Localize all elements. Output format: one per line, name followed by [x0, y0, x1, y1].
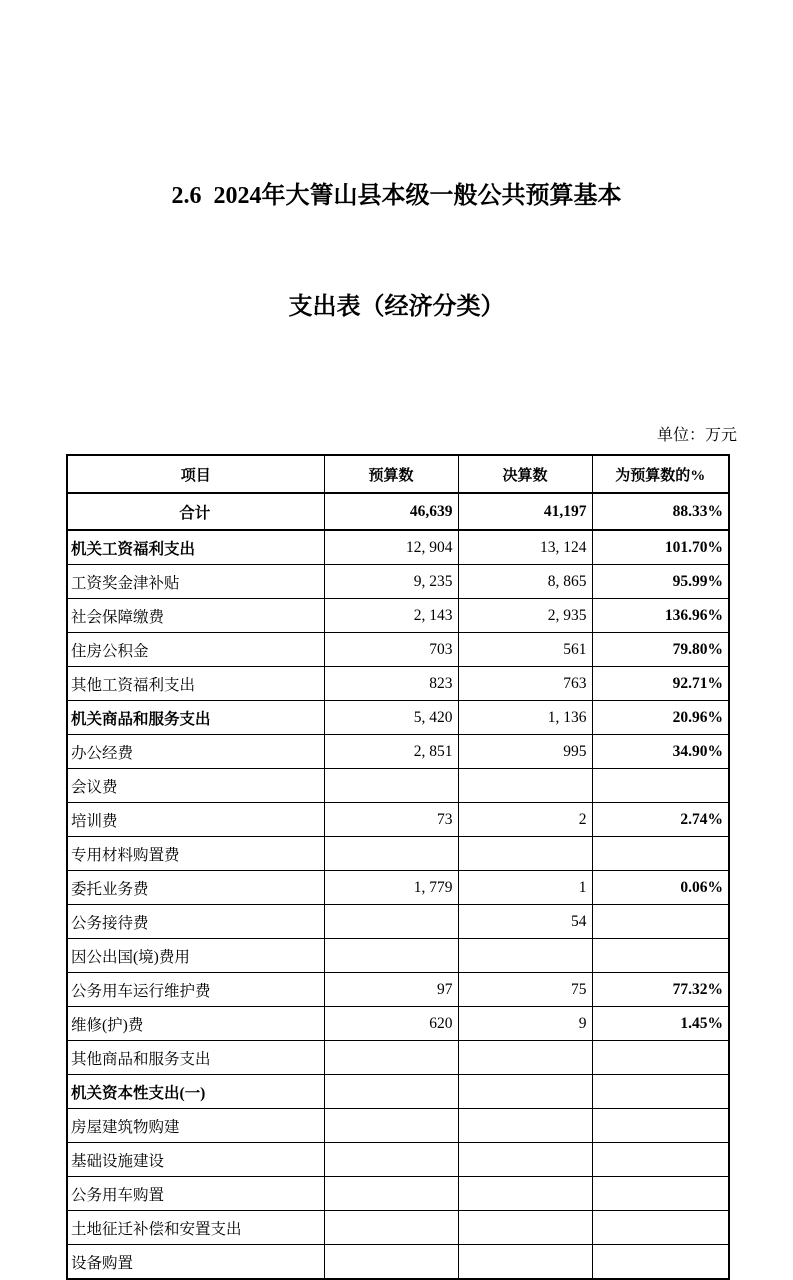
pct-cell: 0.06% — [592, 871, 729, 905]
budget-cell: 2, 143 — [324, 599, 458, 633]
table-row — [67, 803, 729, 837]
item-cell: 培训费 — [67, 803, 324, 837]
budget-cell — [324, 1177, 458, 1211]
page-title-line-1: 2.6 2024年大箐山县本级一般公共预算基本 — [171, 183, 622, 209]
final-cell — [458, 1075, 592, 1109]
item-cell: 委托业务费 — [67, 871, 324, 905]
item-cell: 房屋建筑物购建 — [67, 1109, 324, 1143]
final-cell: 1 — [458, 871, 592, 905]
budget-cell: 703 — [324, 633, 458, 667]
item-cell: 社会保障缴费 — [67, 599, 324, 633]
final-cell: 561 — [458, 633, 592, 667]
item-cell: 公务用车运行维护费 — [67, 973, 324, 1007]
item-cell: 工资奖金津补贴 — [67, 565, 324, 599]
final-cell: 995 — [458, 735, 592, 769]
column-header-pct: 为预算数的% — [592, 455, 729, 493]
table-row — [67, 1245, 729, 1280]
page-title — [0, 0, 793, 400]
pct-cell — [592, 1245, 729, 1280]
item-cell: 其他工资福利支出 — [67, 667, 324, 701]
table-row — [67, 633, 729, 667]
final-cell — [458, 1041, 592, 1075]
final-cell: 41,197 — [458, 493, 592, 530]
item-cell: 公务接待费 — [67, 905, 324, 939]
budget-cell — [324, 939, 458, 973]
budget-cell: 1, 779 — [324, 871, 458, 905]
item-cell: 机关工资福利支出 — [67, 530, 324, 565]
table-row — [67, 973, 729, 1007]
final-cell — [458, 769, 592, 803]
table-body — [67, 493, 729, 1279]
budget-cell — [324, 1143, 458, 1177]
budget-cell — [324, 1075, 458, 1109]
table-row — [67, 837, 729, 871]
pct-cell: 136.96% — [592, 599, 729, 633]
budget-cell: 46,639 — [324, 493, 458, 530]
final-cell: 763 — [458, 667, 592, 701]
pct-cell — [592, 1075, 729, 1109]
page-title-line-2: 支出表（经济分类） — [288, 294, 505, 320]
budget-cell — [324, 1245, 458, 1280]
budget-cell: 9, 235 — [324, 565, 458, 599]
final-cell — [458, 1109, 592, 1143]
budget-cell: 12, 904 — [324, 530, 458, 565]
budget-cell: 2, 851 — [324, 735, 458, 769]
table-row — [67, 939, 729, 973]
table-row — [67, 1075, 729, 1109]
budget-cell — [324, 1211, 458, 1245]
budget-cell: 5, 420 — [324, 701, 458, 735]
final-cell — [458, 939, 592, 973]
table-row — [67, 769, 729, 803]
pct-cell: 95.99% — [592, 565, 729, 599]
final-cell: 9 — [458, 1007, 592, 1041]
table-row — [67, 871, 729, 905]
final-cell: 2 — [458, 803, 592, 837]
table-row — [67, 701, 729, 735]
item-cell: 会议费 — [67, 769, 324, 803]
budget-cell — [324, 837, 458, 871]
pct-cell — [592, 1109, 729, 1143]
item-cell: 专用材料购置费 — [67, 837, 324, 871]
table-row — [67, 530, 729, 565]
pct-cell — [592, 769, 729, 803]
item-cell: 机关商品和服务支出 — [67, 701, 324, 735]
budget-cell — [324, 1109, 458, 1143]
item-cell: 设备购置 — [67, 1245, 324, 1280]
item-cell: 基础设施建设 — [67, 1143, 324, 1177]
table-row — [67, 667, 729, 701]
item-cell: 机关资本性支出(一) — [67, 1075, 324, 1109]
table-row — [67, 565, 729, 599]
table-row — [67, 735, 729, 769]
table-row — [67, 599, 729, 633]
final-cell: 8, 865 — [458, 565, 592, 599]
table-row — [67, 1211, 729, 1245]
budget-cell: 97 — [324, 973, 458, 1007]
column-header-item: 项目 — [67, 455, 324, 493]
pct-cell — [592, 1041, 729, 1075]
table-row — [67, 1041, 729, 1075]
table-row — [67, 1007, 729, 1041]
pct-cell: 79.80% — [592, 633, 729, 667]
pct-cell: 88.33% — [592, 493, 729, 530]
final-cell — [458, 1177, 592, 1211]
pct-cell — [592, 837, 729, 871]
final-cell: 1, 136 — [458, 701, 592, 735]
pct-cell: 77.32% — [592, 973, 729, 1007]
pct-cell: 2.74% — [592, 803, 729, 837]
item-cell: 其他商品和服务支出 — [67, 1041, 324, 1075]
pct-cell: 34.90% — [592, 735, 729, 769]
unit-label: 单位：万元 — [656, 427, 737, 444]
item-cell: 住房公积金 — [67, 633, 324, 667]
budget-cell — [324, 905, 458, 939]
final-cell — [458, 1245, 592, 1280]
pct-cell: 101.70% — [592, 530, 729, 565]
item-cell: 办公经费 — [67, 735, 324, 769]
final-cell: 75 — [458, 973, 592, 1007]
pct-cell — [592, 905, 729, 939]
pct-cell: 1.45% — [592, 1007, 729, 1041]
column-header-budget: 预算数 — [324, 455, 458, 493]
budget-cell — [324, 1041, 458, 1075]
table-header — [67, 455, 729, 493]
table-row — [67, 905, 729, 939]
table-row — [67, 1143, 729, 1177]
pct-cell — [592, 1143, 729, 1177]
table-row — [67, 1109, 729, 1143]
table-row — [67, 1177, 729, 1211]
pct-cell: 20.96% — [592, 701, 729, 735]
item-cell: 公务用车购置 — [67, 1177, 324, 1211]
header-row — [67, 455, 729, 493]
final-cell — [458, 837, 592, 871]
item-cell: 维修(护)费 — [67, 1007, 324, 1041]
item-cell: 因公出国(境)费用 — [67, 939, 324, 973]
item-cell: 合计 — [67, 493, 324, 530]
budget-cell: 620 — [324, 1007, 458, 1041]
final-cell — [458, 1143, 592, 1177]
item-cell: 土地征迁补偿和安置支出 — [67, 1211, 324, 1245]
pct-cell — [592, 1211, 729, 1245]
budget-cell: 823 — [324, 667, 458, 701]
column-header-final: 决算数 — [458, 455, 592, 493]
final-cell: 2, 935 — [458, 599, 592, 633]
final-cell: 13, 124 — [458, 530, 592, 565]
pct-cell — [592, 939, 729, 973]
table-row — [67, 493, 729, 530]
final-cell — [458, 1211, 592, 1245]
pct-cell: 92.71% — [592, 667, 729, 701]
pct-cell — [592, 1177, 729, 1211]
budget-cell: 73 — [324, 803, 458, 837]
final-cell: 54 — [458, 905, 592, 939]
budget-cell — [324, 769, 458, 803]
budget-table — [66, 454, 730, 1280]
